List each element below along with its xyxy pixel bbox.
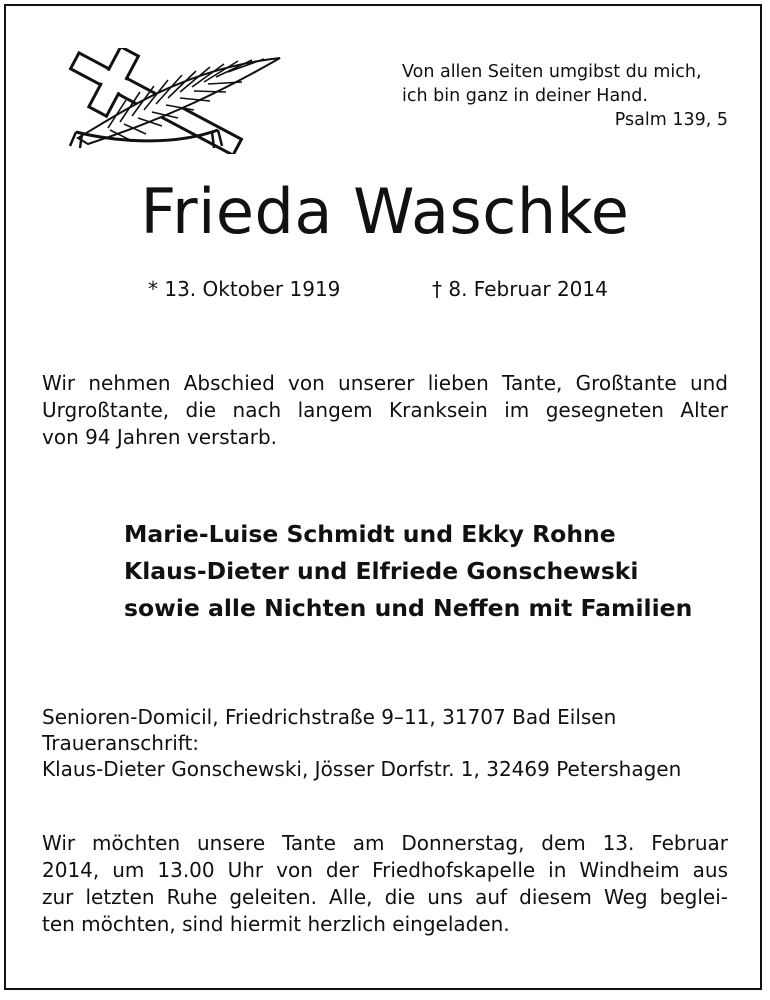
funeral-line: ten möchten, sind hiermit herzlich eingeladen.	[42, 912, 510, 936]
death-date: † 8. Februar 2014	[432, 277, 608, 301]
psalm-reference: Psalm 139, 5	[614, 110, 728, 130]
mourning-address: Klaus-Dieter Gonschewski, Jösser Dorfstr. 1, 32469 Petershagen	[42, 757, 682, 781]
psalm-line: ich bin ganz in deiner Hand.	[402, 86, 648, 106]
announcement-line: Wir nehmen Abschied von unserer lieben Tante, Großtante und	[42, 371, 728, 395]
deceased-name: Frieda Waschke	[140, 175, 630, 248]
announcement-line: von 94 Jahren verstarb.	[42, 425, 278, 449]
psalm-quote	[402, 60, 728, 132]
residence-address: Senioren-Domicil, Friedrichstraße 9–11, 31707 Bad Eilsen	[42, 705, 617, 729]
funeral-text	[42, 830, 728, 938]
announcement-line: Urgroßtante, die nach langem Kranksein im gesegneten Alter	[42, 398, 728, 422]
announcement-text	[42, 370, 728, 451]
psalm-line: Von allen Seiten umgibst du mich,	[402, 62, 702, 82]
address-block	[42, 704, 742, 782]
mourning-address-label: Traueranschrift:	[42, 731, 200, 755]
mourners-list	[124, 516, 744, 627]
mourner-line: sowie alle Nichten und Neffen mit Familien	[124, 594, 693, 622]
birth-date: * 13. Oktober 1919	[148, 277, 341, 301]
funeral-line: Wir möchten unsere Tante am Donnerstag, dem 13. Februar	[42, 831, 728, 855]
mourner-line: Klaus-Dieter und Elfriede Gonschewski	[124, 557, 639, 585]
cross-and-palm-frond-icon	[48, 48, 288, 154]
funeral-line: zur letzten Ruhe geleiten. Alle, die uns auf diesem Weg beglei-	[42, 885, 728, 909]
funeral-line: 2014, um 13.00 Uhr von der Friedhofskapelle in Windheim aus	[42, 858, 728, 882]
mourner-line: Marie-Luise Schmidt und Ekky Rohne	[124, 520, 616, 548]
